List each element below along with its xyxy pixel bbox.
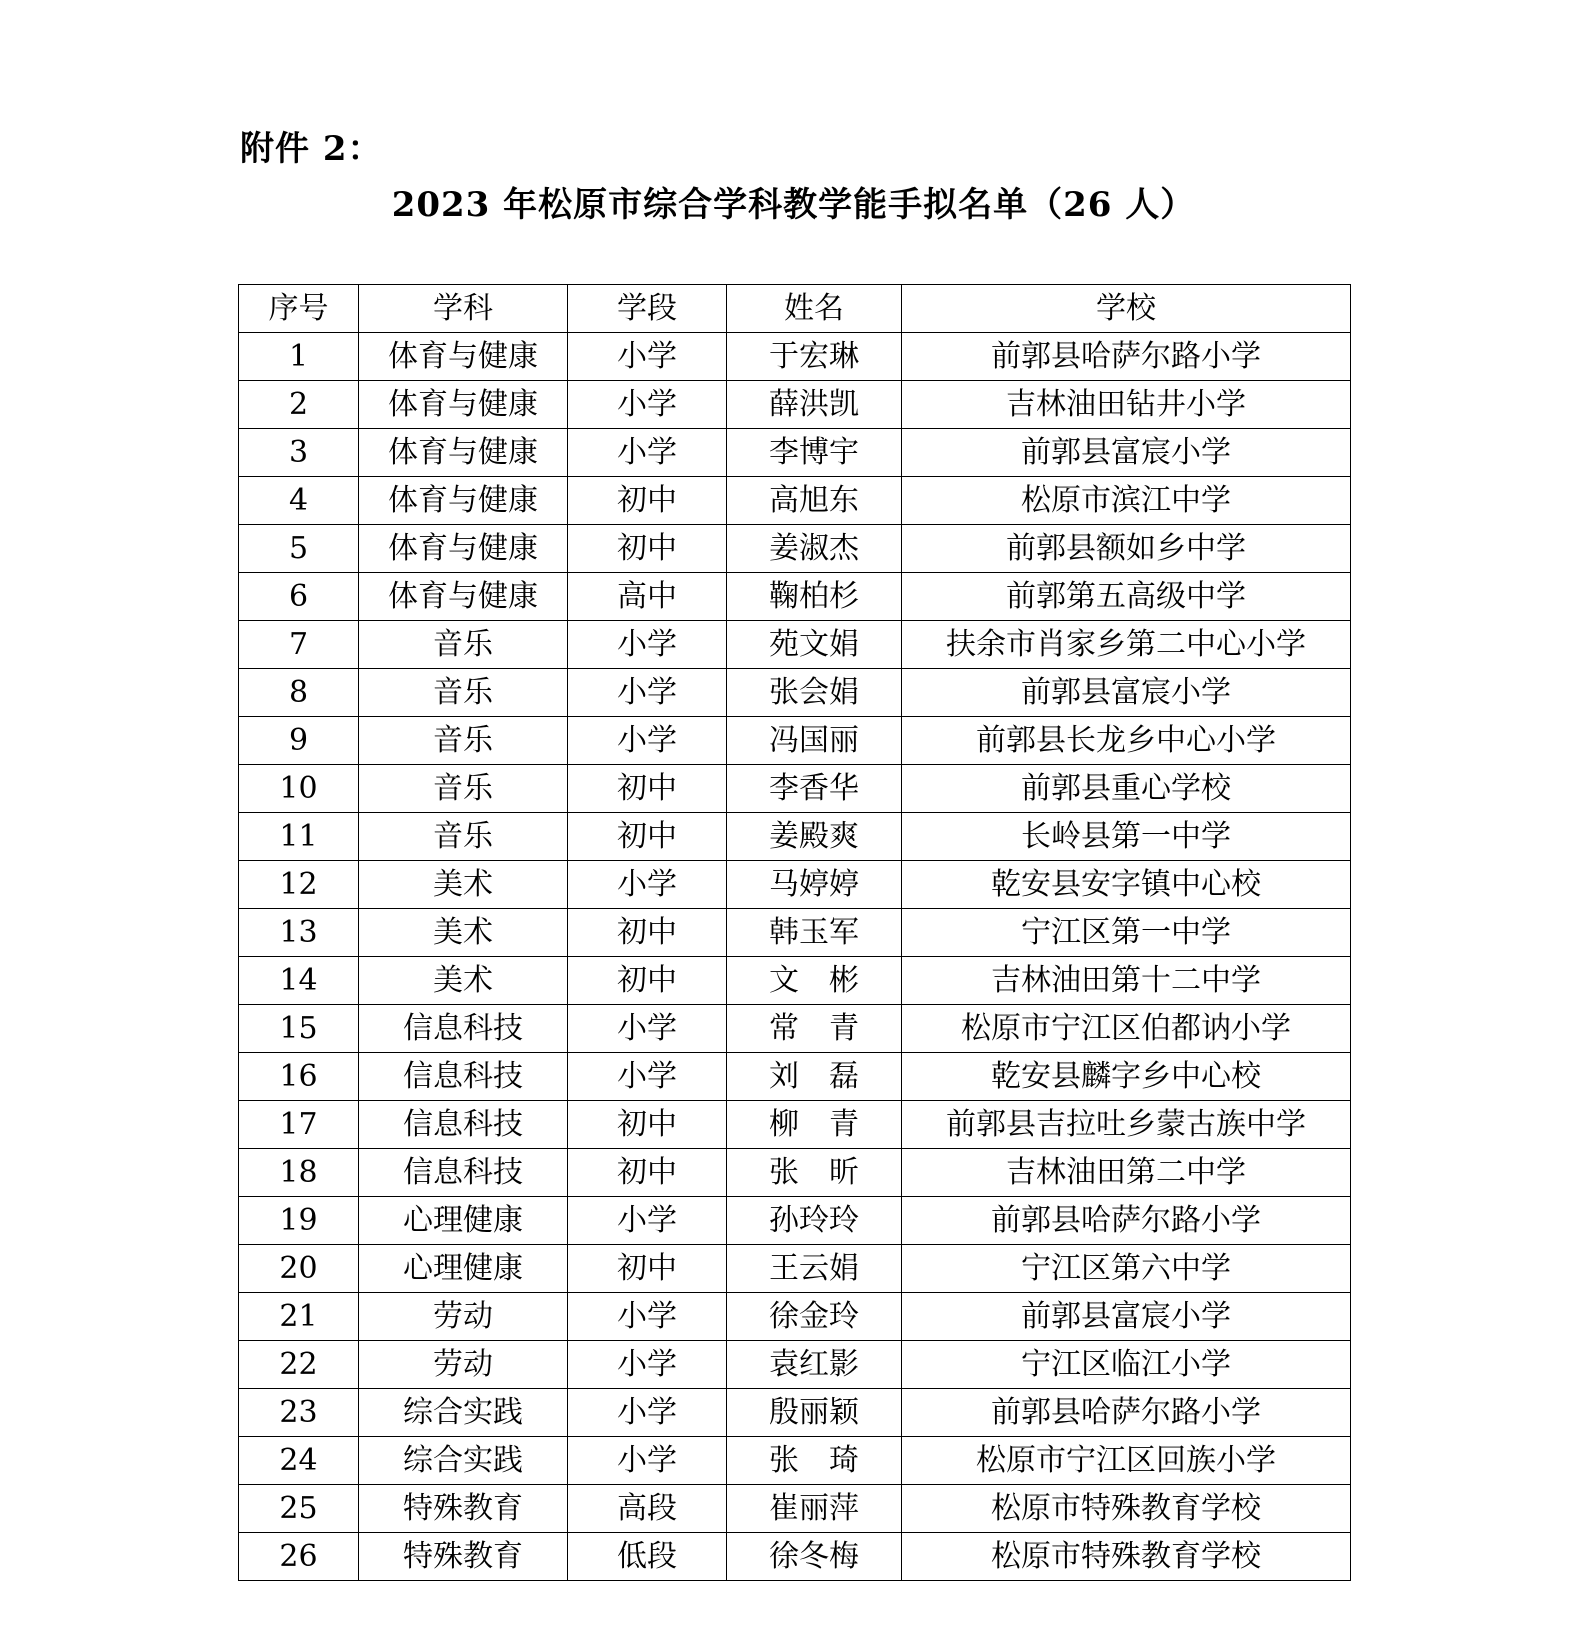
cell-stage: 小学 (568, 669, 727, 717)
cell-subject: 体育与健康 (359, 429, 568, 477)
cell-subject: 体育与健康 (359, 333, 568, 381)
cell-name: 李香华 (727, 765, 902, 813)
cell-school: 前郭第五高级中学 (902, 573, 1351, 621)
table-row (239, 1437, 1351, 1485)
header-stage: 学段 (568, 285, 727, 333)
cell-subject: 信息科技 (359, 1149, 568, 1197)
cell-no: 11 (239, 813, 359, 861)
cell-stage: 小学 (568, 1437, 727, 1485)
table-row (239, 813, 1351, 861)
cell-no: 14 (239, 957, 359, 1005)
cell-name: 薛洪凯 (727, 381, 902, 429)
cell-no: 1 (239, 333, 359, 381)
cell-name: 韩玉军 (727, 909, 902, 957)
cell-stage: 小学 (568, 1197, 727, 1245)
cell-school: 松原市特殊教育学校 (902, 1485, 1351, 1533)
cell-subject: 信息科技 (359, 1005, 568, 1053)
cell-subject: 体育与健康 (359, 477, 568, 525)
cell-no: 5 (239, 525, 359, 573)
cell-name: 苑文娟 (727, 621, 902, 669)
table-row (239, 1533, 1351, 1581)
cell-subject: 音乐 (359, 717, 568, 765)
table-row (239, 957, 1351, 1005)
table-row (239, 429, 1351, 477)
cell-stage: 小学 (568, 861, 727, 909)
cell-stage: 小学 (568, 1341, 727, 1389)
cell-stage: 小学 (568, 1293, 727, 1341)
cell-subject: 心理健康 (359, 1245, 568, 1293)
cell-stage: 初中 (568, 1101, 727, 1149)
cell-no: 7 (239, 621, 359, 669)
cell-stage: 小学 (568, 1389, 727, 1437)
cell-no: 4 (239, 477, 359, 525)
cell-school: 扶余市肖家乡第二中心小学 (902, 621, 1351, 669)
cell-subject: 音乐 (359, 765, 568, 813)
table-row (239, 1389, 1351, 1437)
header-row (239, 285, 1351, 333)
cell-school: 宁江区临江小学 (902, 1341, 1351, 1389)
table-row (239, 621, 1351, 669)
cell-name: 李博宇 (727, 429, 902, 477)
cell-subject: 心理健康 (359, 1197, 568, 1245)
cell-school: 吉林油田第二中学 (902, 1149, 1351, 1197)
cell-name: 袁红影 (727, 1341, 902, 1389)
cell-name: 刘 磊 (727, 1053, 902, 1101)
table-row (239, 717, 1351, 765)
attachment-label: 附件 2： (240, 129, 383, 169)
header-subject: 学科 (359, 285, 568, 333)
cell-subject: 劳动 (359, 1341, 568, 1389)
cell-school: 乾安县安字镇中心校 (902, 861, 1351, 909)
cell-no: 2 (239, 381, 359, 429)
cell-subject: 体育与健康 (359, 573, 568, 621)
cell-stage: 初中 (568, 1149, 727, 1197)
cell-subject: 综合实践 (359, 1437, 568, 1485)
cell-school: 前郭县长龙乡中心小学 (902, 717, 1351, 765)
cell-name: 冯国丽 (727, 717, 902, 765)
cell-stage: 高中 (568, 573, 727, 621)
table-row (239, 861, 1351, 909)
table-row (239, 1245, 1351, 1293)
cell-no: 22 (239, 1341, 359, 1389)
cell-no: 25 (239, 1485, 359, 1533)
cell-school: 前郭县哈萨尔路小学 (902, 333, 1351, 381)
cell-subject: 体育与健康 (359, 381, 568, 429)
cell-stage: 初中 (568, 525, 727, 573)
cell-stage: 小学 (568, 1053, 727, 1101)
cell-stage: 小学 (568, 381, 727, 429)
cell-name: 姜淑杰 (727, 525, 902, 573)
cell-no: 20 (239, 1245, 359, 1293)
cell-stage: 小学 (568, 717, 727, 765)
cell-no: 18 (239, 1149, 359, 1197)
cell-name: 徐冬梅 (727, 1533, 902, 1581)
cell-no: 21 (239, 1293, 359, 1341)
table-row (239, 525, 1351, 573)
cell-no: 12 (239, 861, 359, 909)
table-row (239, 1149, 1351, 1197)
cell-school: 吉林油田第十二中学 (902, 957, 1351, 1005)
cell-no: 19 (239, 1197, 359, 1245)
cell-name: 徐金玲 (727, 1293, 902, 1341)
cell-subject: 信息科技 (359, 1053, 568, 1101)
cell-subject: 特殊教育 (359, 1533, 568, 1581)
cell-school: 松原市滨江中学 (902, 477, 1351, 525)
header-name: 姓名 (727, 285, 902, 333)
table-row (239, 1053, 1351, 1101)
cell-no: 26 (239, 1533, 359, 1581)
header-no: 序号 (239, 285, 359, 333)
cell-no: 9 (239, 717, 359, 765)
cell-subject: 美术 (359, 957, 568, 1005)
table-row (239, 1485, 1351, 1533)
cell-stage: 小学 (568, 429, 727, 477)
cell-no: 6 (239, 573, 359, 621)
cell-name: 张 琦 (727, 1437, 902, 1485)
cell-name: 张会娟 (727, 669, 902, 717)
cell-name: 孙玲玲 (727, 1197, 902, 1245)
table-row (239, 1197, 1351, 1245)
cell-school: 长岭县第一中学 (902, 813, 1351, 861)
cell-school: 前郭县富宸小学 (902, 429, 1351, 477)
cell-school: 松原市宁江区回族小学 (902, 1437, 1351, 1485)
table-row (239, 1101, 1351, 1149)
cell-name: 于宏琳 (727, 333, 902, 381)
cell-school: 前郭县富宸小学 (902, 1293, 1351, 1341)
cell-subject: 美术 (359, 861, 568, 909)
cell-school: 宁江区第一中学 (902, 909, 1351, 957)
cell-subject: 音乐 (359, 669, 568, 717)
table-row (239, 1293, 1351, 1341)
table-row (239, 477, 1351, 525)
cell-name: 崔丽萍 (727, 1485, 902, 1533)
cell-subject: 音乐 (359, 621, 568, 669)
roster-table (238, 284, 1351, 1581)
cell-subject: 信息科技 (359, 1101, 568, 1149)
cell-stage: 初中 (568, 813, 727, 861)
cell-name: 殷丽颖 (727, 1389, 902, 1437)
cell-stage: 小学 (568, 333, 727, 381)
cell-school: 乾安县麟字乡中心校 (902, 1053, 1351, 1101)
cell-subject: 特殊教育 (359, 1485, 568, 1533)
cell-school: 前郭县富宸小学 (902, 669, 1351, 717)
cell-no: 15 (239, 1005, 359, 1053)
cell-no: 16 (239, 1053, 359, 1101)
cell-subject: 劳动 (359, 1293, 568, 1341)
table-row (239, 333, 1351, 381)
cell-school: 松原市宁江区伯都讷小学 (902, 1005, 1351, 1053)
cell-no: 10 (239, 765, 359, 813)
cell-name: 姜殿爽 (727, 813, 902, 861)
cell-school: 松原市特殊教育学校 (902, 1533, 1351, 1581)
document-title: 2023 年松原市综合学科教学能手拟名单（26 人） (391, 185, 1196, 225)
cell-stage: 小学 (568, 621, 727, 669)
cell-no: 24 (239, 1437, 359, 1485)
header-school: 学校 (902, 285, 1351, 333)
cell-no: 23 (239, 1389, 359, 1437)
cell-subject: 美术 (359, 909, 568, 957)
cell-stage: 低段 (568, 1533, 727, 1581)
cell-subject: 体育与健康 (359, 525, 568, 573)
cell-name: 鞠柏杉 (727, 573, 902, 621)
cell-name: 文 彬 (727, 957, 902, 1005)
cell-school: 吉林油田钻井小学 (902, 381, 1351, 429)
cell-no: 17 (239, 1101, 359, 1149)
table-row (239, 765, 1351, 813)
cell-school: 宁江区第六中学 (902, 1245, 1351, 1293)
cell-school: 前郭县哈萨尔路小学 (902, 1389, 1351, 1437)
table-row (239, 1005, 1351, 1053)
cell-school: 前郭县重心学校 (902, 765, 1351, 813)
table-row (239, 573, 1351, 621)
cell-no: 3 (239, 429, 359, 477)
cell-stage: 初中 (568, 477, 727, 525)
cell-subject: 综合实践 (359, 1389, 568, 1437)
cell-stage: 小学 (568, 1005, 727, 1053)
cell-name: 高旭东 (727, 477, 902, 525)
table-row (239, 909, 1351, 957)
cell-name: 柳 青 (727, 1101, 902, 1149)
cell-name: 常 青 (727, 1005, 902, 1053)
cell-school: 前郭县额如乡中学 (902, 525, 1351, 573)
cell-no: 8 (239, 669, 359, 717)
cell-stage: 初中 (568, 1245, 727, 1293)
cell-stage: 高段 (568, 1485, 727, 1533)
cell-name: 马婷婷 (727, 861, 902, 909)
roster-body (239, 333, 1351, 1581)
table-row (239, 1341, 1351, 1389)
table-row (239, 381, 1351, 429)
cell-stage: 初中 (568, 909, 727, 957)
cell-subject: 音乐 (359, 813, 568, 861)
cell-school: 前郭县吉拉吐乡蒙古族中学 (902, 1101, 1351, 1149)
cell-school: 前郭县哈萨尔路小学 (902, 1197, 1351, 1245)
table-row (239, 669, 1351, 717)
cell-stage: 初中 (568, 957, 727, 1005)
cell-name: 王云娟 (727, 1245, 902, 1293)
cell-name: 张 昕 (727, 1149, 902, 1197)
cell-stage: 初中 (568, 765, 727, 813)
cell-no: 13 (239, 909, 359, 957)
